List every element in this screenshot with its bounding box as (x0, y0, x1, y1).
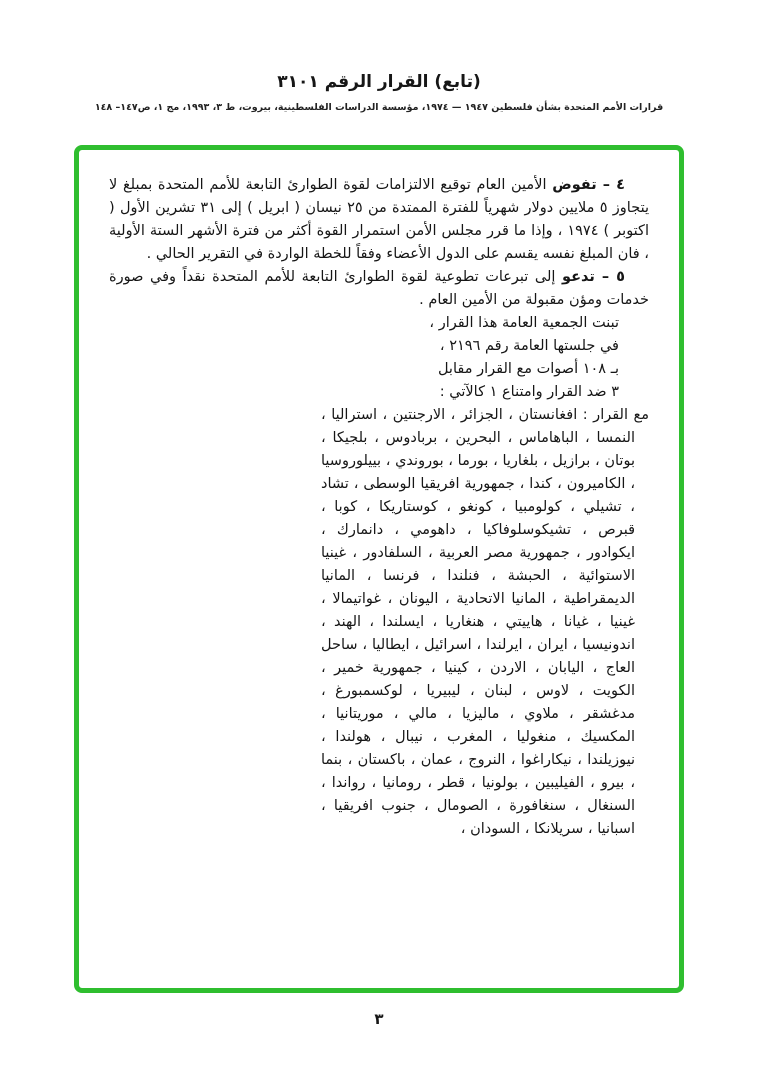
paragraph-4-number-lead: ٤ – تفوض (552, 177, 625, 193)
source-citation: قرارات الأمم المتحدة بشأن فلسطين ١٩٤٧ — ١٩٧٤، مؤسسة الدراسات الفلسطينية، بيروت، ط ٣، ١٩٩٣، مج ١، ص١٤٧– ١٤٨ (94, 102, 664, 113)
adoption-line-3: بـ ١٠٨ أصوات مع القرار مقابل (437, 361, 619, 377)
content-frame (74, 145, 684, 993)
page-header (0, 0, 758, 113)
vote-in-favor-list (321, 404, 649, 841)
vote-in-favor-countries: افغانستان ، الجزائر ، الارجنتين ، استراليا ، النمسا ، الباهاماس ، البحرين ، بربادوس ، بلجيكا ، بوتان ، برازيل ، بلغاريا ، بورما ، بوروندي ، بييلوروسيا ، الكاميرون ، كندا ، جمهورية افريقيا الوسطى ، تشاد ، تشيلي ، كولومبيا ، كونغو ، كوستاريكا ، كوبا ، قبرص ، تشيكوسلوفاكيا ، داهومي ، دانمارك ، ايكوادور ، جمهورية مصر العربية ، السلفادور ، غينيا الاستوائية ، الحبشة ، فنلندا ، فرنسا ، المانيا الديمقراطية ، المانيا الاتحادية ، اليونان ، غواتيمالا ، غينيا ، غيانا ، هاييتي ، هنغاريا ، ايسلندا ، الهند ، اندونيسيا ، ايران ، ايرلندا ، اسرائيل ، ايطاليا ، ساحل العاج ، اليابان ، الاردن ، كينيا ، جمهورية خمير ، الكويت ، لاوس ، لبنان ، ليبيريا ، لوكسمبورغ ، مدغشقر ، ملاوي ، ماليزيا ، مالي ، موريتانيا ، المكسيك ، منغوليا ، المغرب ، نيبال ، هولندا ، نيوزيلندا ، نيكاراغوا ، النروج ، عمان ، باكستان ، بنما ، بيرو ، الفيليبين ، بولونيا ، قطر ، رومانيا ، رواندا ، السنغال ، سنغافورة ، الصومال ، جنوب افريقيا ، اسبانيا ، سريلانكا ، السودان ، (321, 407, 635, 837)
adoption-line-1: تبنت الجمعية العامة هذا القرار ، (429, 315, 619, 331)
adoption-statement (109, 312, 649, 404)
vote-in-favor-label: مع القرار : (582, 407, 650, 423)
paragraph-5 (109, 266, 649, 312)
paragraph-5-text: إلى تبرعات تطوعية لقوة الطوارئ التابعة للأمم المتحدة نقداً وفي صورة خدمات ومؤن مقبولة من الأمين العام . (109, 269, 649, 308)
adoption-line-2: في جلستها العامة رقم ٢١٩٦ ، (439, 338, 619, 354)
paragraph-5-number-lead: ٥ – تدعو (562, 269, 625, 285)
page-footer (0, 1009, 758, 1028)
page-number: ٣ (374, 1010, 384, 1028)
paragraph-4 (109, 174, 649, 266)
adoption-line-4: ٣ ضد القرار وامتناع ١ كالآتي : (439, 384, 619, 400)
resolution-title: (تابع) القرار الرقم ٣١٠١ (277, 72, 481, 92)
paragraph-4-text: الأمين العام توقيع الالتزامات لقوة الطوارئ التابعة للأمم المتحدة بمبلغ لا يتجاوز ٥ ملايين دولار شهرياً للفترة الممتدة من ٢٥ نيسان ( ابريل ) إلى ٣١ تشرين الأول ( اكتوبر ) ١٩٧٤ ، وإذا ما قرر مجلس الأمن استمرار القوة أكثر من فترة الأشهر الستة الأولية ، فان المبلغ نفسه يقسم على الدول الأعضاء وفقاً للخطة الواردة في التقرير الحالي . (109, 177, 649, 262)
